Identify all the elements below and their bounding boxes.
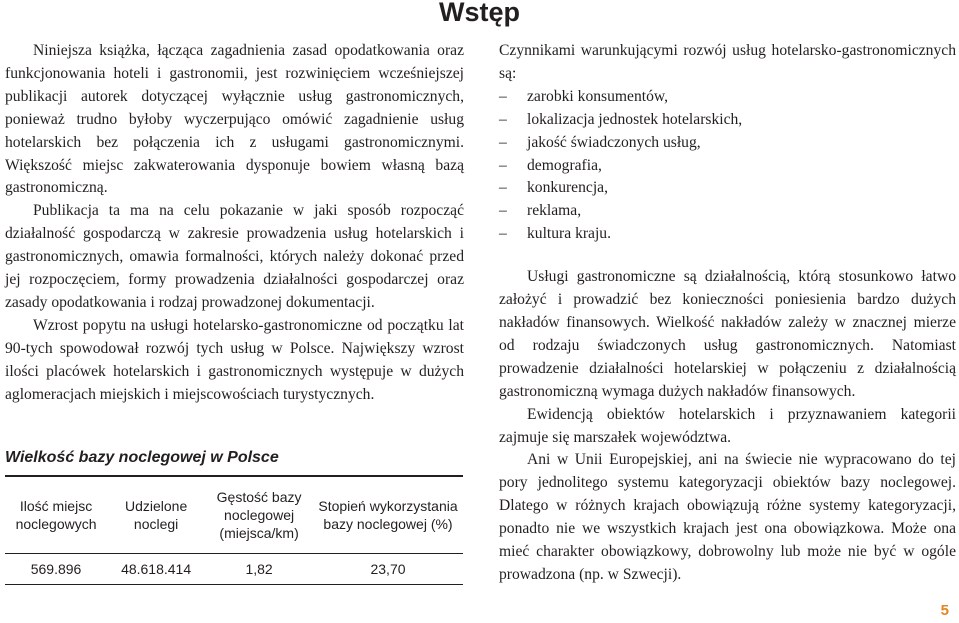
growth-paragraph: Wzrost popytu na usługi hotelarsko-gastronomiczne od początku lat 90-tych spowodował rozwój tych usług w Polsce. Największy wzrost ilości placówek hotelarskich i gastronomicznych występuje w dużych aglomeracjach miejskich i miejscowościach turystycznych.	[5, 316, 464, 403]
table-row	[5, 554, 463, 585]
cell-nights-provided: 48.618.414	[107, 554, 205, 585]
right-column	[499, 40, 956, 587]
factors-list	[499, 86, 956, 246]
header-beds-count: Ilość miejsc noclegowych	[5, 476, 107, 554]
categorization-paragraph: Ani w Unii Europejskiej, ani na świecie nie wypracowano do tej pory jednolitego systemu kategoryzacji obiektów bazy noclegowej. Dlatego w różnych krajach obowiązują różne systemy kategoryzacji, ponadto nie we wszystkich krajach jest ona obowiązkowa. Może ona mieć charakter obowiązkowy, dobrowolny lub może nie być w ogóle prowadzona (np. w Szwecji).	[499, 451, 956, 583]
header-density: Gęstość bazy noclegowej (miejsca/km)	[205, 476, 313, 554]
list-item: – jakość świadczonych usług,	[499, 132, 956, 155]
cell-density: 1,82	[205, 554, 313, 585]
list-item: – demografia,	[499, 155, 956, 178]
header-nights-provided: Udzielone noclegi	[107, 476, 205, 554]
intro-paragraph: Niniejsza książka, łącząca zagadnienia zasad opodatkowania oraz funkcjonowania hoteli i gastronomii, jest rozwinięciem wcześniejszej publikacji autorek dotyczącej wyłącznie usług gastronomicznych, ponieważ trudno byłoby wyczerpująco omówić zagadnienie usług hotelarskich bez połączenia ich z usługami gastronomicznymi. Większość miejsc zakwaterowania dysponuje bowiem własną bazą gastronomiczną.	[5, 42, 464, 197]
table-title: Wielkość bazy noclegowej w Polsce	[5, 449, 279, 466]
gastronomy-costs-paragraph: Usługi gastronomiczne są działalnością, którą stosunkowo łatwo założyć i prowadzić bez konieczności poniesienia bardzo dużych nakładów finansowych. Wielkość nakładów zależy w znacznej mierze od rodzaju świadczonych usług gastronomicznych. Natomiast prowadzenie działalności hotelarskiej w połączeniu z działalnością gastronomiczną wymaga dużych nakładów finansowych.	[499, 268, 956, 400]
accommodation-stats-table	[5, 475, 463, 585]
list-item: – zarobki konsumentów,	[499, 86, 956, 109]
table-header-row	[5, 476, 463, 554]
list-item: – konkurencja,	[499, 177, 956, 200]
header-utilization: Stopień wykorzystania bazy noclegowej (%)	[313, 476, 463, 554]
list-item: – kultura kraju.	[499, 223, 956, 246]
cell-beds-count: 569.896	[5, 554, 107, 585]
factors-intro: Czynnikami warunkującymi rozwój usług hotelarsko-gastronomicznych są:	[499, 42, 956, 82]
page-title: Wstęp	[439, 0, 520, 27]
list-item: – reklama,	[499, 200, 956, 223]
cell-utilization: 23,70	[313, 554, 463, 585]
left-column	[5, 40, 464, 407]
page-number: 5	[940, 602, 949, 619]
list-item: – lokalizacja jednostek hotelarskich,	[499, 109, 956, 132]
purpose-paragraph: Publikacja ta ma na celu pokazanie w jaki sposób rozpocząć działalność gospodarczą w zakresie prowadzenia usług hotelarskich i gastronomicznych, omawia formalności, których należy dokonać przed jej rozpoczęciem, formy prowadzenia działalności gospodarczej oraz zasady opodatkowania i rodzaj prowadzonej dokumentacji.	[5, 202, 464, 311]
registry-paragraph: Ewidencją obiektów hotelarskich i przyznawaniem kategorii zajmuje się marszałek województwa.	[499, 405, 956, 446]
